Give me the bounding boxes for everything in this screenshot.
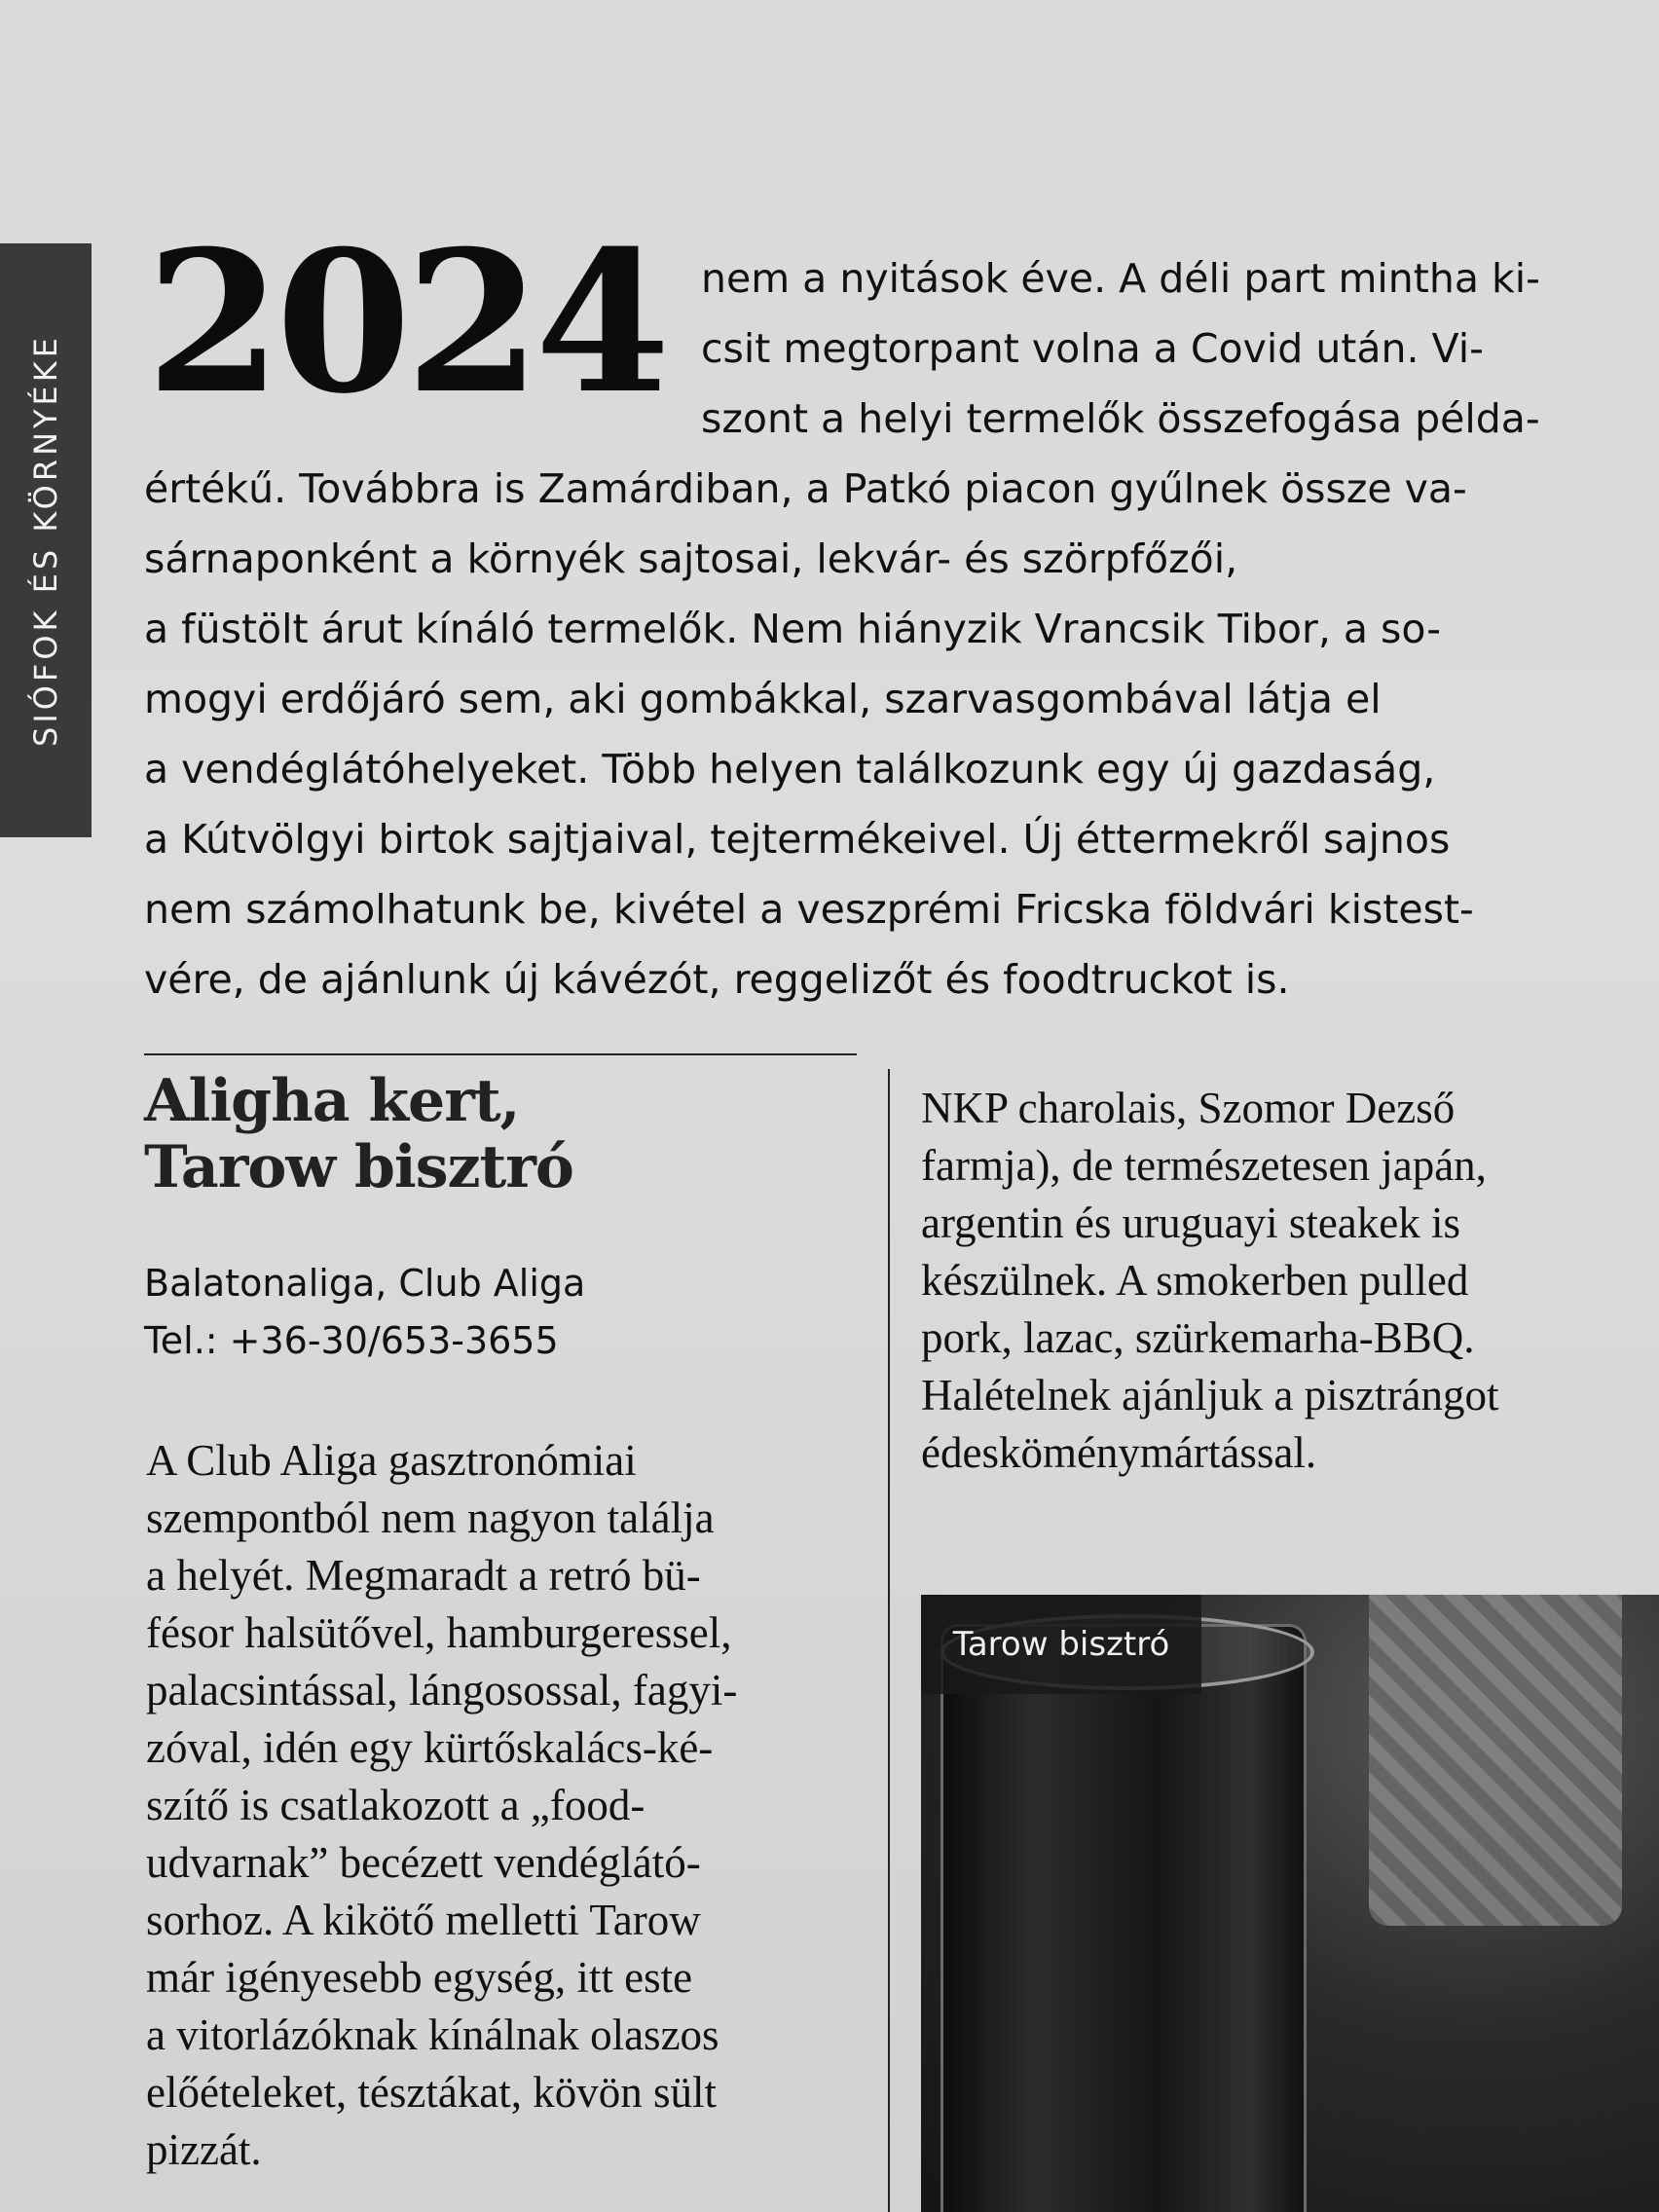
bottle-shape: [1369, 1595, 1622, 1926]
body-line: NKP charolais, Szomor Dezső: [921, 1084, 1456, 1132]
body-line: a vitorlázóknak kínálnak olaszos: [146, 2010, 719, 2059]
section-divider: [144, 1053, 857, 1055]
body-line: Halételnek ajánljuk a pisztrángot: [921, 1371, 1499, 1419]
glass-shape: [940, 1624, 1307, 2212]
restaurant-address: Balatonaliga, Club Aliga: [144, 1262, 586, 1305]
intro-line: sárnaponként a környék sajtosai, lekvár- és szörpfőzői,: [144, 535, 1238, 582]
body-line: sorhoz. A kikötő melletti Tarow: [146, 1896, 701, 1944]
body-line: farmja), de természetesen japán,: [921, 1141, 1487, 1190]
body-line: szempontból nem nagyon találja: [146, 1493, 715, 1542]
intro-line: nem számolhatunk be, kivétel a veszprémi Fricska földvári kistest-: [144, 886, 1474, 933]
body-line: a helyét. Megmaradt a retró bü-: [146, 1551, 701, 1600]
body-line: szítő is csatlakozott a „food-: [146, 1781, 645, 1829]
body-line: édesköménymártással.: [921, 1428, 1317, 1477]
body-line: A Club Aliga gasztronómiai: [146, 1436, 637, 1485]
section-tab: [0, 243, 92, 837]
column-divider: [888, 1069, 890, 2212]
body-line: udvarnak” becézett vendéglátó-: [146, 1838, 701, 1887]
body-line: készülnek. A smokerben pulled: [921, 1256, 1469, 1305]
year-heading: 2024: [146, 208, 665, 437]
body-line: argentin és uruguayi steakek is: [921, 1198, 1461, 1247]
intro-line: a Kútvölgyi birtok sajtjaival, tejtermékeivel. Új éttermekről sajnos: [144, 816, 1451, 863]
body-line: már igényesebb egység, itt este: [146, 1953, 693, 2002]
section-title: SIÓFOK ÉS KÖRNYÉKE: [27, 334, 64, 747]
body-line: pizzát.: [146, 2125, 262, 2174]
body-line: zóval, idén egy kürtőskalács-ké-: [146, 1723, 714, 1772]
restaurant-title: [144, 1069, 573, 1201]
body-line: palacsintással, lángosossal, fagyi-: [146, 1666, 738, 1714]
intro-line: mogyi erdőjáró sem, aki gombákkal, szarvasgombával látja el: [144, 676, 1382, 722]
restaurant-title-line: Aligha kert,: [144, 1067, 520, 1135]
intro-line: nem a nyitások éve. A déli part mintha ki-: [701, 255, 1540, 302]
body-line: pork, lazac, szürkemarha-BBQ.: [921, 1313, 1475, 1362]
body-line: előételeket, tésztákat, kövön sült: [146, 2068, 718, 2117]
intro-line: a vendéglátóhelyeket. Több helyen találkozunk egy új gazdaság,: [144, 746, 1436, 793]
body-line: fésor halsütővel, hamburgeressel,: [146, 1608, 732, 1657]
intro-line: a füstölt árut kínáló termelők. Nem hiányzik Vrancsik Tibor, a so-: [144, 606, 1442, 652]
restaurant-title-line: Tarow bisztró: [144, 1132, 573, 1201]
intro-line: szont a helyi termelők összefogása példa-: [701, 395, 1540, 442]
restaurant-phone: Tel.: +36-30/653-3655: [144, 1319, 559, 1362]
photo-caption: Tarow bisztró: [921, 1595, 1201, 1694]
intro-line: vére, de ajánlunk új kávézót, reggelizőt és foodtruckot is.: [144, 956, 1290, 1003]
intro-line: csit megtorpant volna a Covid után. Vi-: [701, 325, 1484, 372]
intro-line: értékű. Továbbra is Zamárdiban, a Patkó piacon gyűlnek össze va-: [144, 465, 1467, 512]
